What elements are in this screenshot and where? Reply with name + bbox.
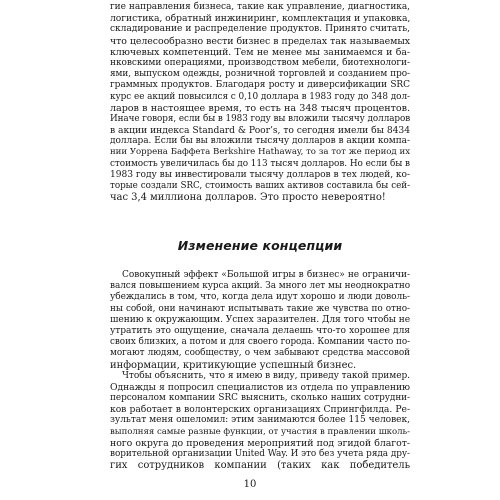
text-line: зультат меня ошеломил: этим занимаются более 115 человек, xyxy=(110,415,410,426)
text-line: информации, критикующие успешный бизнес. xyxy=(110,359,357,371)
text-line: утратить это ощущение, сначала делаешь что-то хорошее для xyxy=(110,325,410,336)
text-line: стоимость увеличилась бы до 113 тысяч долларов. Но если бы в xyxy=(110,158,410,169)
text-line: логистика, обратный инжиниринг, комплектация и упаковка, xyxy=(110,13,411,25)
text-line: складирование и распределение продуктов. Принято считать, xyxy=(110,24,410,35)
paragraph-2 xyxy=(110,270,410,371)
paragraph-1 xyxy=(110,2,410,203)
text-line: ного округа до проведения мероприятий под эгидой благот- xyxy=(110,437,410,449)
text-line: гие направления бизнеса, такие как управление, диагностика, xyxy=(110,2,410,12)
text-line: доллара. Если бы вы вложили тысячу долларов в акции компа- xyxy=(110,136,410,147)
paragraph-3 xyxy=(110,371,410,472)
text-line: ларов в настоящее время, то есть на 348 тысяч процентов. xyxy=(110,102,410,114)
text-line: ворительной организации United Way. И это без учета ряда дру- xyxy=(110,449,410,459)
text-line: своих близких, а потом и для своего города. Компании часто по- xyxy=(110,337,410,348)
text-line: нковскими операциями, производством мебели, биотехнологи- xyxy=(110,57,410,68)
text-line: что целесообразно вести бизнес в пределах так называемых xyxy=(110,35,410,47)
text-line: торые создали SRC, стоимость ваших активов составила бы сей- xyxy=(110,181,410,191)
text-line: нии Уоррена Баффета Berkshire Hathaway, то за тот же период их xyxy=(110,147,410,158)
text-line: ны собой, они начинают испытывать такие же чувства по отно- xyxy=(110,303,410,314)
text-line: граммных продуктов. Благодаря росту и диверсификации SRC xyxy=(110,80,410,91)
section-heading: Изменение концепции xyxy=(177,238,343,253)
text-line: гих сотрудников компании (таких как победитель xyxy=(110,460,410,472)
text-line: Однажды я попросил специалистов из отдела по управлению xyxy=(110,381,410,393)
text-line: ков работает в волонтерских организациях Спрингфилда. Ре- xyxy=(110,404,410,416)
text-line: персоналом компании SRC выяснить, сколько наших сотрудни- xyxy=(110,393,410,404)
text-line: час 3,4 миллиона долларов. Это просто невероятно! xyxy=(110,192,386,204)
text-line: курс ее акций повысился с 0,10 доллара в 1983 году до 348 дол- xyxy=(110,91,410,102)
text-line: 1983 году вы инвестировали тысячу долларов в тех людей, ко- xyxy=(110,169,410,180)
page-number: 10 xyxy=(243,479,257,490)
text-line: выполняя самые разные функции, от участия в правлении школь- xyxy=(110,426,410,437)
text-line: могают людям, сообществу, о чем забывают средства массовой xyxy=(110,348,410,359)
text-line: шению к окружающим. Успех заразителен. Для того чтобы не xyxy=(110,314,411,325)
text-line: убеждались в том, что, когда дела идут хорошо и люди доволь- xyxy=(110,292,410,303)
text-line: ями, выпуском одежды, розничной торговлей и созданием про- xyxy=(110,69,410,80)
body-text xyxy=(110,270,410,471)
text-line: вался повышением курса акций. За много лет мы неоднократно xyxy=(110,281,410,292)
text-line: Совокупный эффект «Большой игры в бизнес» не ограничи- xyxy=(122,270,410,280)
text-line: Чтобы объяснить, что я имею в виду, приведу такой пример. xyxy=(122,370,410,381)
text-line: ключевых компетенций. Тем не менее мы занимаемся и ба- xyxy=(110,46,410,58)
text-line: в акции индекса Standard & Poor’s, то сегодня имели бы 8434 xyxy=(110,125,410,137)
text-line: Иначе говоря, если бы в 1983 году вы вложили тысячу долларов xyxy=(110,113,411,124)
